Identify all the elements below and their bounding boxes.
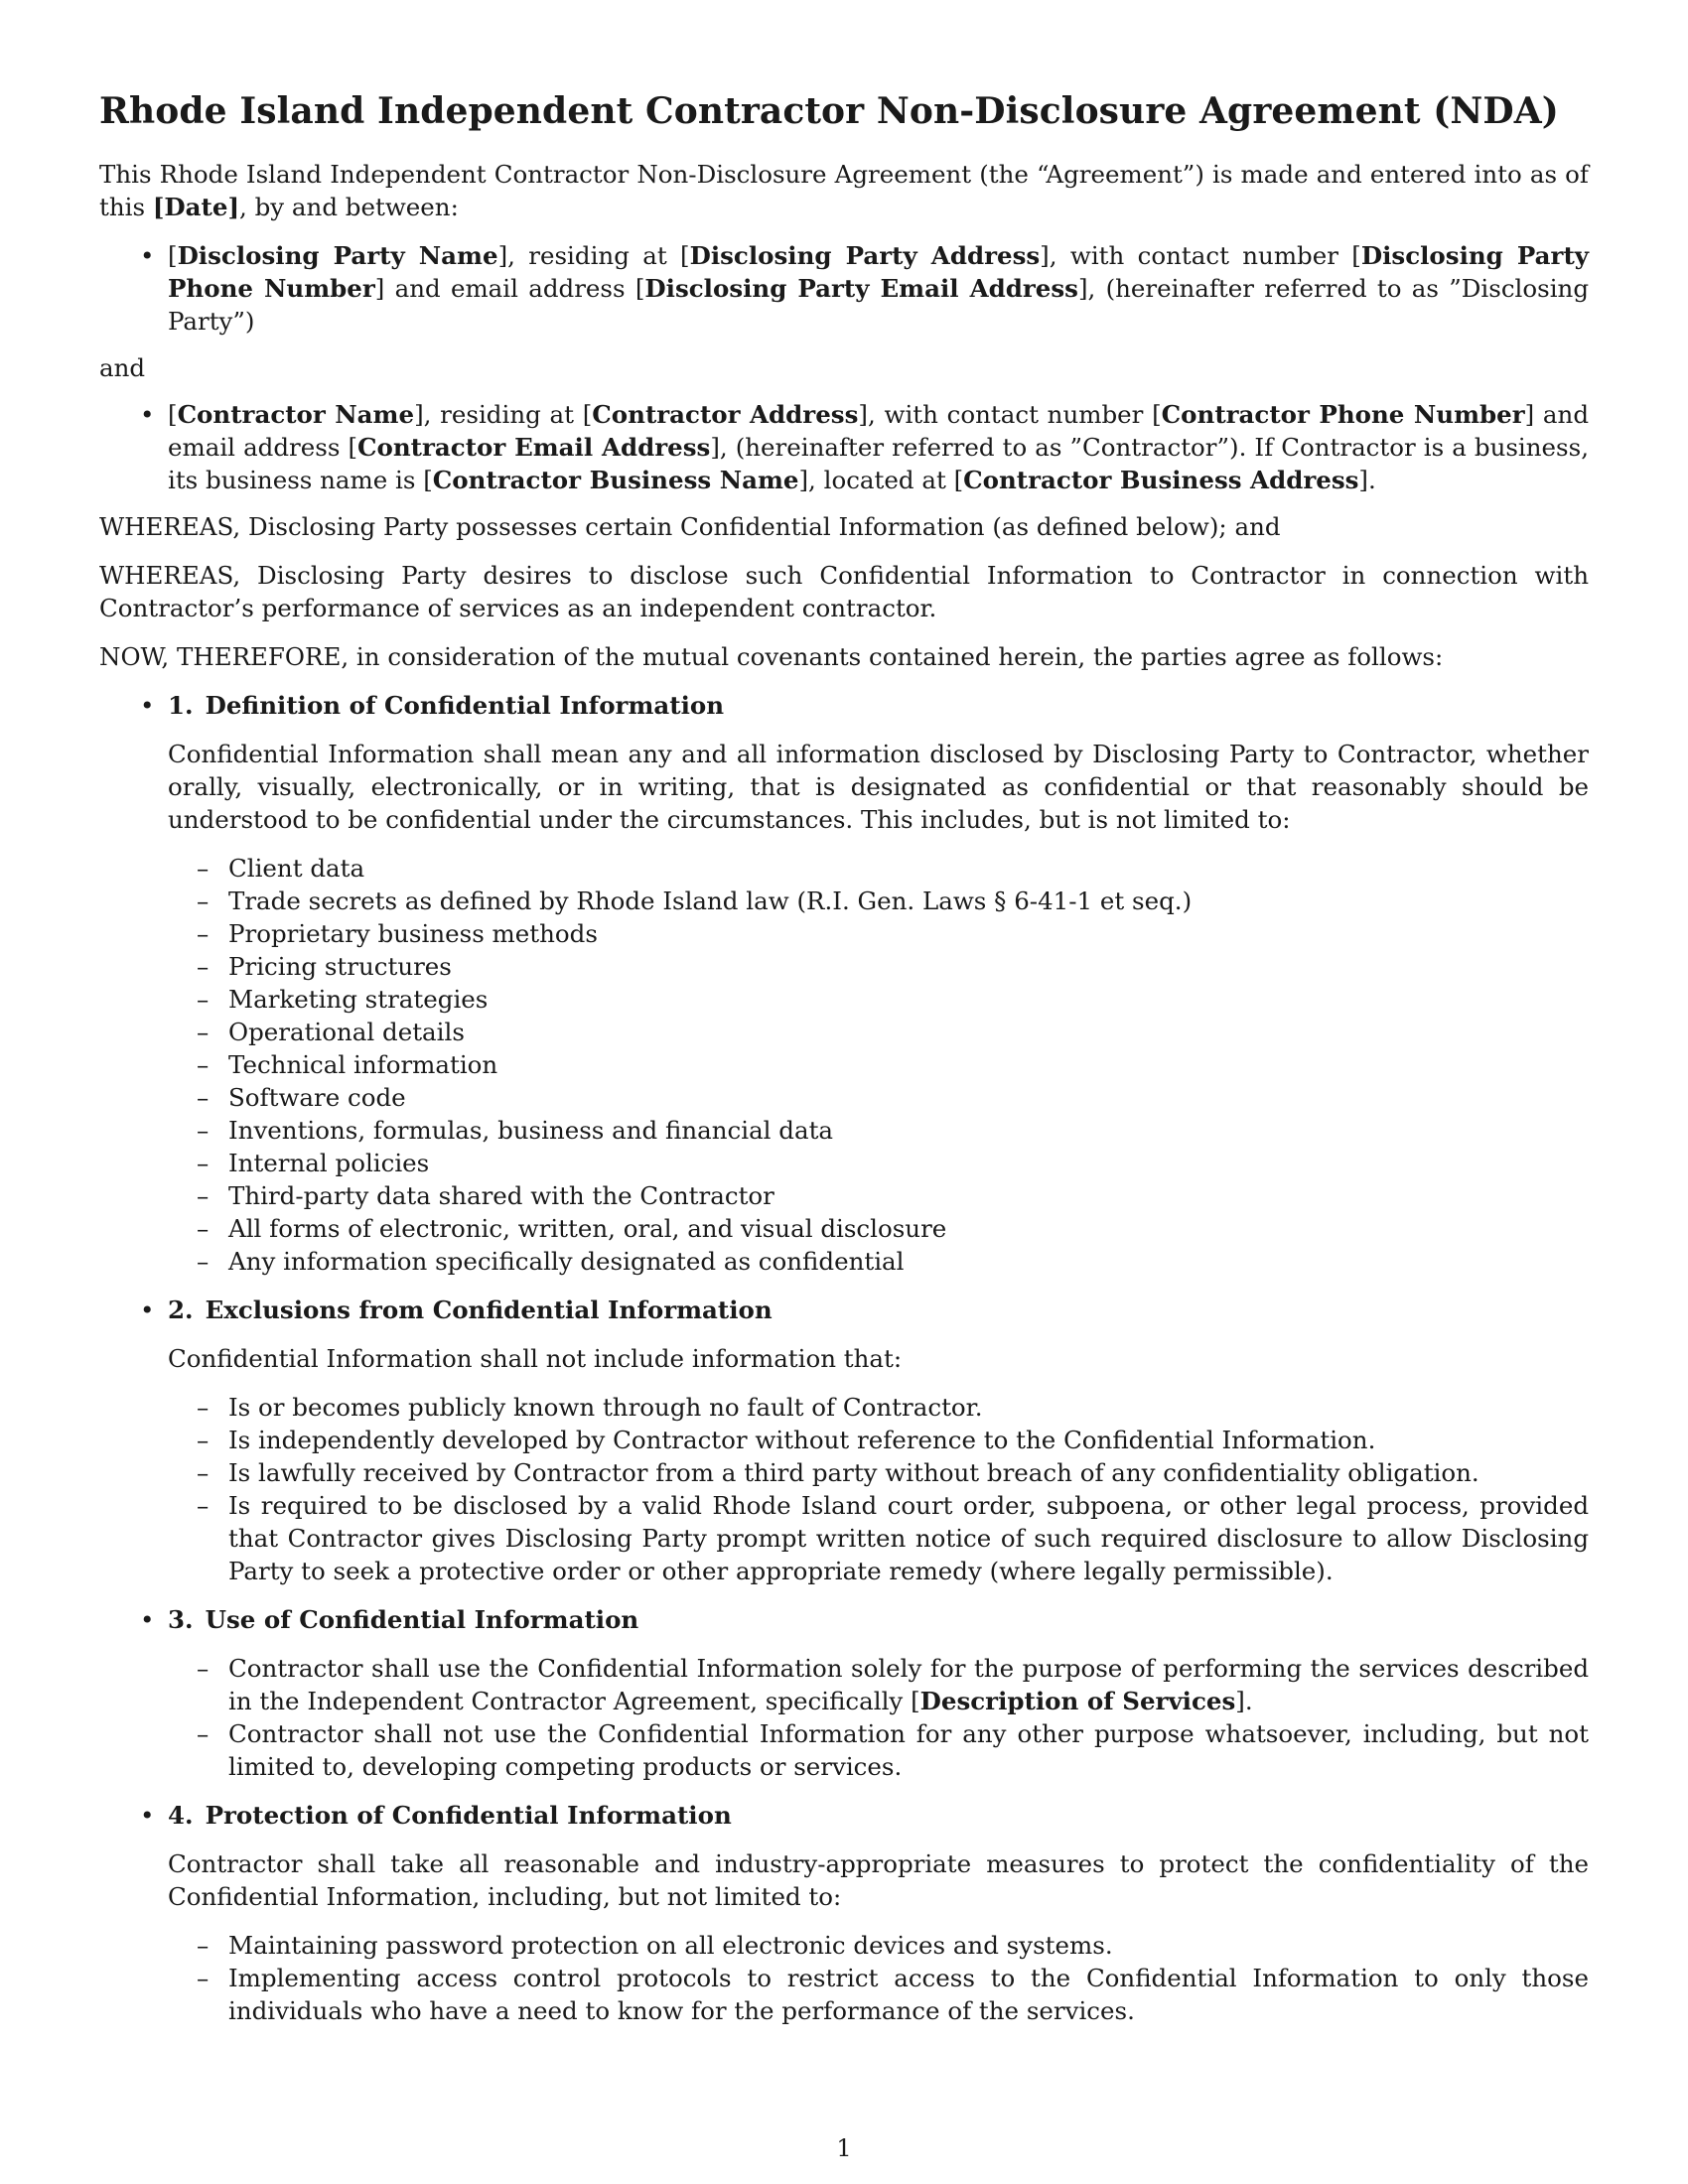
now-therefore: NOW, THEREFORE, in consideration of the mutual covenants contained herein, the parties agree as follows: — [99, 642, 1444, 672]
list-item: – Inventions, formulas, business and financial data — [228, 1114, 1589, 1147]
list-item: – Maintaining password protection on all electronic devices and systems. — [228, 1929, 1589, 1962]
sections-list — [99, 689, 1589, 2027]
section-4-heading: • 4. Protection of Confidential Information — [168, 1801, 732, 1831]
contractor-business-address-field: Contractor Business Address — [963, 466, 1359, 495]
document-page — [99, 91, 1589, 2043]
list-item: – Marketing strategies — [228, 983, 1589, 1016]
description-of-services-field: Description of Services — [919, 1687, 1236, 1716]
list-item: – Any information specifically designated as confidential — [228, 1245, 1589, 1278]
list-item: – All forms of electronic, written, oral, and visual disclosure — [228, 1212, 1589, 1245]
list-item: – Operational details — [228, 1016, 1589, 1048]
whereas-2: WHEREAS, Disclosing Party desires to disclose such Confidential Information to Contractor in connection with Contractor’s performance of services as an independent contractor. — [99, 561, 1589, 623]
list-item: – Internal policies — [228, 1147, 1589, 1179]
contractor-item: • [Contractor Name], residing at [Contractor Address], with contact number [Contractor Phone Number] and email address [Contractor Email Address], (hereinafter referred to as ”Contractor”). If Contractor is a business, its business name is [Contractor Business Name], located at [Contractor Business Address]. — [168, 398, 1589, 496]
list-item: – Third-party data shared with the Contractor — [228, 1179, 1589, 1212]
section-1 — [168, 689, 1589, 1278]
section-2-heading: • 2. Exclusions from Confidential Information — [168, 1296, 773, 1325]
section-3 — [168, 1603, 1589, 1783]
list-item: – Pricing structures — [228, 950, 1589, 983]
list-item: – Is lawfully received by Contractor from a third party without breach of any confidentiality obligation. — [228, 1456, 1589, 1489]
section-3-heading: • 3. Use of Confidential Information — [168, 1605, 639, 1635]
date-field: [Date] — [152, 193, 240, 222]
section-1-body: Confidential Information shall mean any and all information disclosed by Disclosing Party to Contractor, whether orally, visually, electronically, or in writing, that is designated as confidential or that reasonably should be understood to be confidential under the circumstances. This includes, but is not limited to: — [168, 740, 1589, 835]
section-2-body: Confidential Information shall not include information that: — [168, 1344, 903, 1374]
section-1-heading: • 1. Definition of Confidential Information — [168, 691, 725, 721]
disclosing-party-address-field: Disclosing Party Address — [689, 241, 1041, 271]
section-3-items — [168, 1652, 1589, 1783]
intro-paragraph: This Rhode Island Independent Contractor Non-Disclosure Agreement (the “Agreement”) is made and entered into as of this [Date], by and between: — [99, 160, 1589, 222]
page-number: 1 — [836, 2134, 852, 2162]
contractor-email-field: Contractor Email Address — [357, 433, 711, 463]
section-4-items — [168, 1929, 1589, 2027]
contractor-name-field: Contractor Name — [177, 400, 415, 430]
list-item: – Contractor shall use the Confidential Information solely for the purpose of performing the services described in the Independent Contractor Agreement, specifically [Description of Services]. — [228, 1652, 1589, 1717]
list-item: – Contractor shall not use the Confidential Information for any other purpose whatsoever, including, but not limited to, developing competing products or services. — [228, 1717, 1589, 1783]
section-4 — [168, 1799, 1589, 2027]
disclosing-party-email-field: Disclosing Party Email Address — [644, 274, 1078, 304]
disclosing-party-phone-field: Disclosing Party Phone Number — [168, 241, 1590, 304]
list-item: – Client data — [228, 852, 1589, 885]
list-item: – Is or becomes publicly known through no fault of Contractor. — [228, 1391, 1589, 1424]
and-text: and — [99, 353, 146, 383]
section-1-items — [168, 852, 1589, 1278]
list-item: – Is independently developed by Contractor without reference to the Confidential Information. — [228, 1424, 1589, 1456]
list-item: – Is required to be disclosed by a valid Rhode Island court order, subpoena, or other legal process, provided that Contractor gives Disclosing Party prompt written notice of such required disclosure to allow Disclosing Party to seek a protective order or other appropriate remedy (where legally permissible). — [228, 1489, 1589, 1587]
list-item: – Proprietary business methods — [228, 917, 1589, 950]
list-item: – Software code — [228, 1081, 1589, 1114]
contractor-business-name-field: Contractor Business Name — [432, 466, 799, 495]
disclosing-party-item: • [Disclosing Party Name], residing at [Disclosing Party Address], with contact number [Disclosing Party Phone Number] and email address [Disclosing Party Email Address], (hereinafter referred to as ”Disclosing Party”) — [168, 239, 1589, 338]
section-2-items — [168, 1391, 1589, 1587]
list-item: – Technical information — [228, 1048, 1589, 1081]
section-4-body: Contractor shall take all reasonable and industry-appropriate measures to protect the confidentiality of the Confidential Information, including, but not limited to: — [168, 1849, 1589, 1912]
contractor-address-field: Contractor Address — [592, 400, 859, 430]
document-title: Rhode Island Independent Contractor Non-Disclosure Agreement (NDA) — [99, 90, 1559, 132]
whereas-1: WHEREAS, Disclosing Party possesses certain Confidential Information (as defined below); and — [99, 512, 1281, 542]
list-item: – Implementing access control protocols to restrict access to the Confidential Information to only those individuals who have a need to know for the performance of the services. — [228, 1962, 1589, 2027]
contractor-phone-field: Contractor Phone Number — [1161, 400, 1525, 430]
party-list-1 — [99, 239, 1589, 338]
party-list-2 — [99, 398, 1589, 496]
disclosing-party-name-field: Disclosing Party Name — [177, 241, 498, 271]
section-2 — [168, 1294, 1589, 1587]
list-item: – Trade secrets as defined by Rhode Island law (R.I. Gen. Laws § 6-41-1 et seq.) — [228, 885, 1589, 917]
